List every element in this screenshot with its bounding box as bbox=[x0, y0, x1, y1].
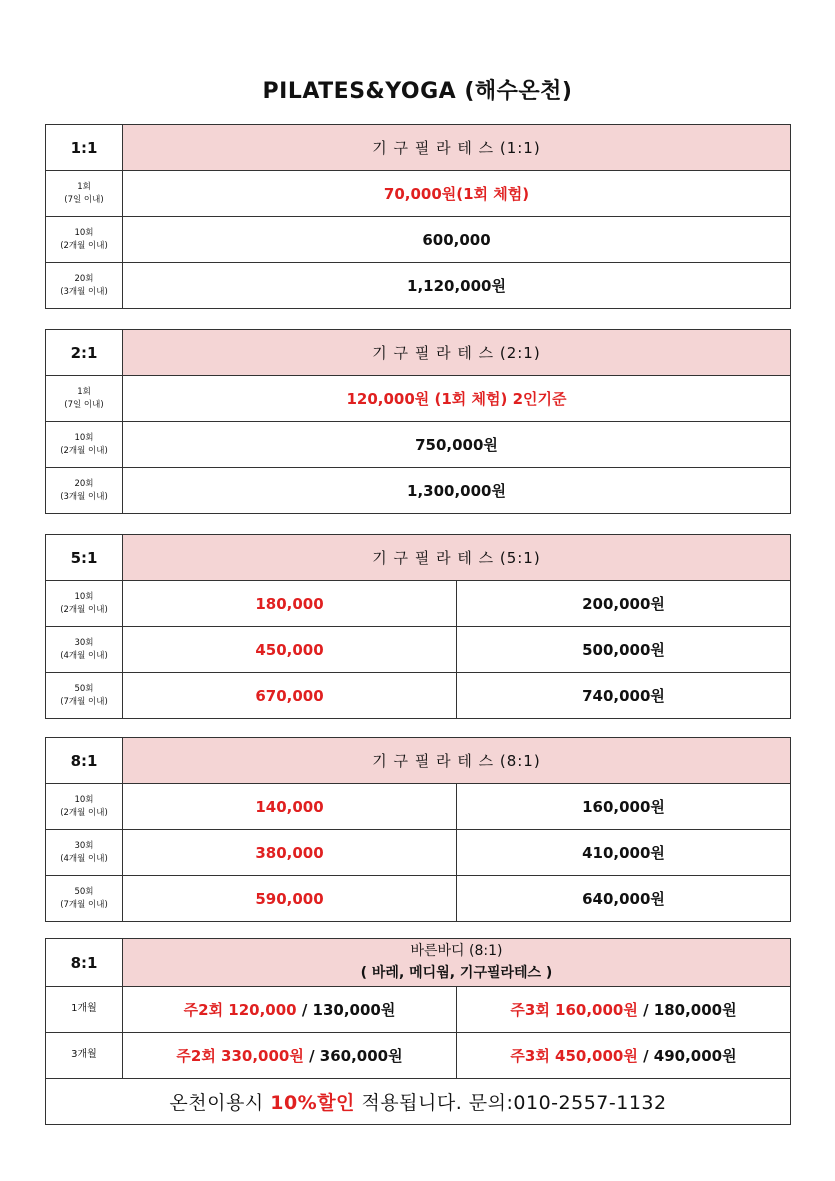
period-cell: 3개월 bbox=[46, 1033, 123, 1079]
discount-price: 380,000 bbox=[123, 830, 457, 876]
session-cell: 10회 (2개월 이내) bbox=[46, 217, 123, 263]
discount-price: 590,000 bbox=[123, 876, 457, 922]
table-header: 바른바디 (8:1) ( 바레, 메디웜, 기구필라테스 ) bbox=[123, 939, 791, 987]
session-cell: 20회 (3개월 이내) bbox=[46, 468, 123, 514]
discount-price: 670,000 bbox=[123, 673, 457, 719]
price-value: 600,000 bbox=[123, 217, 791, 263]
table-header: 기 구 필 라 테 스 (1:1) bbox=[123, 125, 791, 171]
table-header: 기 구 필 라 테 스 (8:1) bbox=[123, 738, 791, 784]
regular-price: 200,000원 bbox=[457, 581, 791, 627]
footer-notice: 온천이용시 10%할인 적용됩니다. 문의:010-2557-1132 bbox=[46, 1079, 791, 1125]
page-title: PILATES&YOGA (해수온천) bbox=[262, 79, 573, 104]
session-cell: 10회 (2개월 이내) bbox=[46, 581, 123, 627]
session-cell: 30회 (4개월 이내) bbox=[46, 830, 123, 876]
session-cell: 1회 (7일 이내) bbox=[46, 171, 123, 217]
regular-price: 410,000원 bbox=[457, 830, 791, 876]
table-label: 5:1 bbox=[46, 535, 123, 581]
price-table-1to1 bbox=[45, 124, 791, 309]
weekly-price-cell: 주3회 450,000원 / 490,000원 bbox=[457, 1033, 791, 1079]
price-table-barre-body bbox=[45, 938, 791, 1125]
discount-price: 140,000 bbox=[123, 784, 457, 830]
price-value: 750,000원 bbox=[123, 422, 791, 468]
discount-price: 180,000 bbox=[123, 581, 457, 627]
price-table-2to1 bbox=[45, 329, 791, 514]
price-value: 70,000원(1회 체험) bbox=[123, 171, 791, 217]
session-cell: 10회 (2개월 이내) bbox=[46, 422, 123, 468]
session-cell: 10회 (2개월 이내) bbox=[46, 784, 123, 830]
price-value: 1,120,000원 bbox=[123, 263, 791, 309]
regular-price: 740,000원 bbox=[457, 673, 791, 719]
price-table-8to1 bbox=[45, 737, 791, 922]
regular-price: 160,000원 bbox=[457, 784, 791, 830]
weekly-price-cell: 주2회 120,000 / 130,000원 bbox=[123, 987, 457, 1033]
session-cell: 50회 (7개월 이내) bbox=[46, 673, 123, 719]
discount-price: 450,000 bbox=[123, 627, 457, 673]
table-label: 8:1 bbox=[46, 939, 123, 987]
period-cell: 1개월 bbox=[46, 987, 123, 1033]
table-header: 기 구 필 라 테 스 (2:1) bbox=[123, 330, 791, 376]
weekly-price-cell: 주2회 330,000원 / 360,000원 bbox=[123, 1033, 457, 1079]
session-cell: 50회 (7개월 이내) bbox=[46, 876, 123, 922]
session-cell: 1회 (7일 이내) bbox=[46, 376, 123, 422]
session-cell: 30회 (4개월 이내) bbox=[46, 627, 123, 673]
table-label: 8:1 bbox=[46, 738, 123, 784]
price-value: 1,300,000원 bbox=[123, 468, 791, 514]
session-cell: 20회 (3개월 이내) bbox=[46, 263, 123, 309]
price-table-5to1 bbox=[45, 534, 791, 719]
table-header: 기 구 필 라 테 스 (5:1) bbox=[123, 535, 791, 581]
price-value: 120,000원 (1회 체험) 2인기준 bbox=[123, 376, 791, 422]
weekly-price-cell: 주3회 160,000원 / 180,000원 bbox=[457, 987, 791, 1033]
regular-price: 500,000원 bbox=[457, 627, 791, 673]
table-label: 2:1 bbox=[46, 330, 123, 376]
regular-price: 640,000원 bbox=[457, 876, 791, 922]
table-label: 1:1 bbox=[46, 125, 123, 171]
